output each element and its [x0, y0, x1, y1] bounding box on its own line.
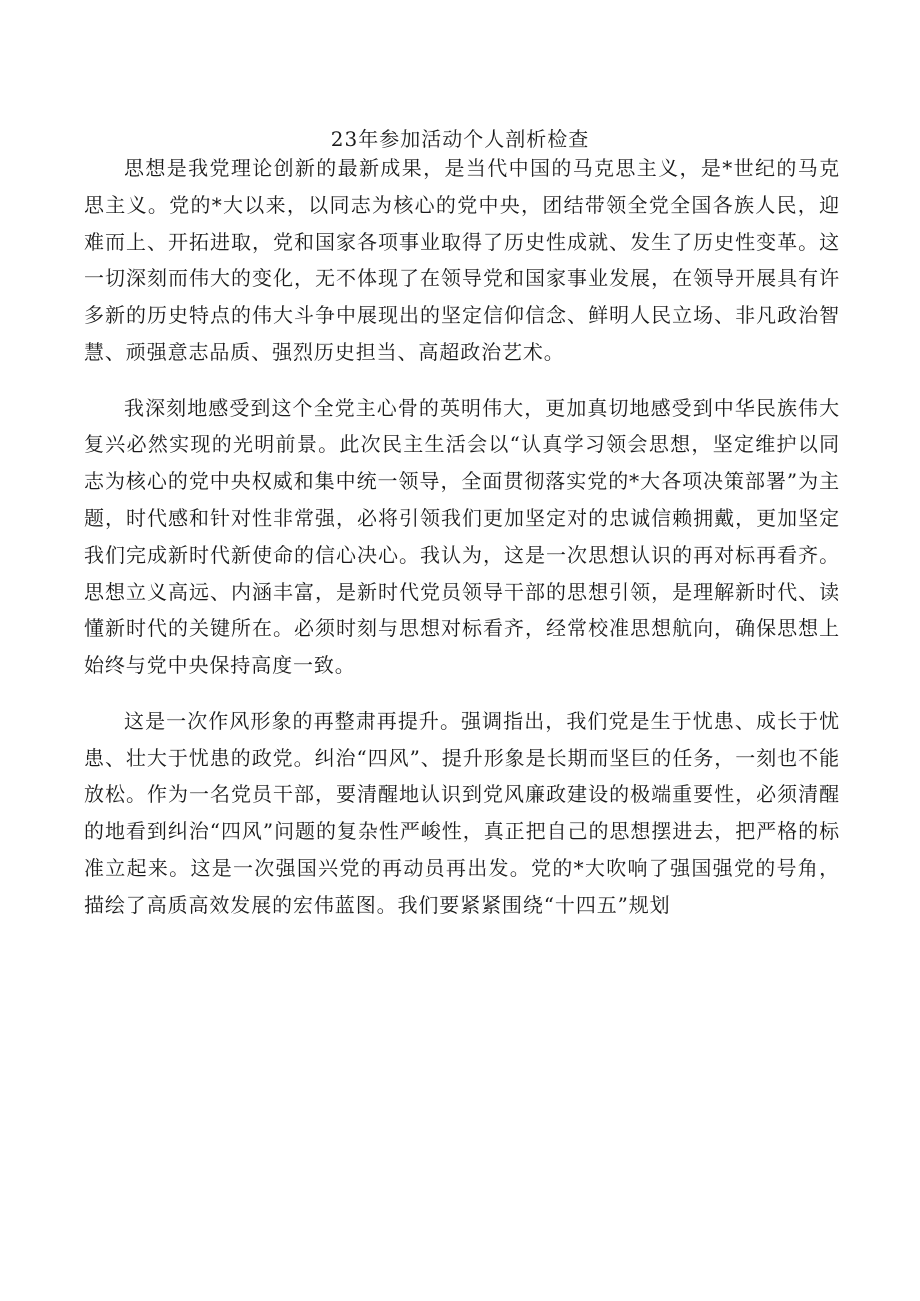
document-body [84, 150, 840, 942]
paragraph-2: 我深刻地感受到这个全党主心骨的英明伟大，更加真切地感受到中华民族伟大复兴必然实现的光明前景。此次民主生活会以“认真学习领会思想，坚定维护以同志为核心的党中央权威和集中统一领导，全面贯彻落实党的*大各项决策部署”为主题，时代感和针对性非常强，必将引领我们更加坚定对的忠诚信赖拥戴，更加坚定我们完成新时代新使命的信心决心。我认为，这是一次思想认识的再对标再看齐。思想立义高远、内涵丰富，是新时代党员领导干部的思想引领，是理解新时代、读懂新时代的关键所在。必须时刻与思想对标看齐，经常校准思想航向，确保思想上始终与党中央保持高度一致。 [84, 395, 840, 678]
paragraph-1: 思想是我党理论创新的最新成果，是当代中国的马克思主义，是*世纪的马克思主义。党的*大以来，以同志为核心的党中央，团结带领全党全国各族人民，迎难而上、开拓进取，党和国家各项事业取得了历史性成就、发生了历史性变革。这一切深刻而伟大的变化，无不体现了在领导党和国家事业发展，在领导开展具有许多新的历史特点的伟大斗争中展现出的坚定信仰信念、鲜明人民立场、非凡政治智慧、顽强意志品质、强烈历史担当、高超政治艺术。 [84, 156, 840, 364]
document-title: 23年参加活动个人剖析检查 [330, 127, 590, 151]
paragraph-3: 这是一次作风形象的再整肃再提升。强调指出，我们党是生于忧患、成长于忧患、壮大于忧患的政党。纠治“四风”、提升形象是长期而坚巨的任务，一刻也不能放松。作为一名党员干部，要清醒地认识到党风廉政建设的极端重要性，必须清醒的地看到纠治“四风”问题的复杂性严峻性，真正把自己的思想摆进去，把严格的标准立起来。这是一次强国兴党的再动员再出发。党的*大吹响了强国强党的号角，描绘了高质高效发展的宏伟蓝图。我们要紧紧围绕“十四五”规划 [84, 708, 840, 917]
